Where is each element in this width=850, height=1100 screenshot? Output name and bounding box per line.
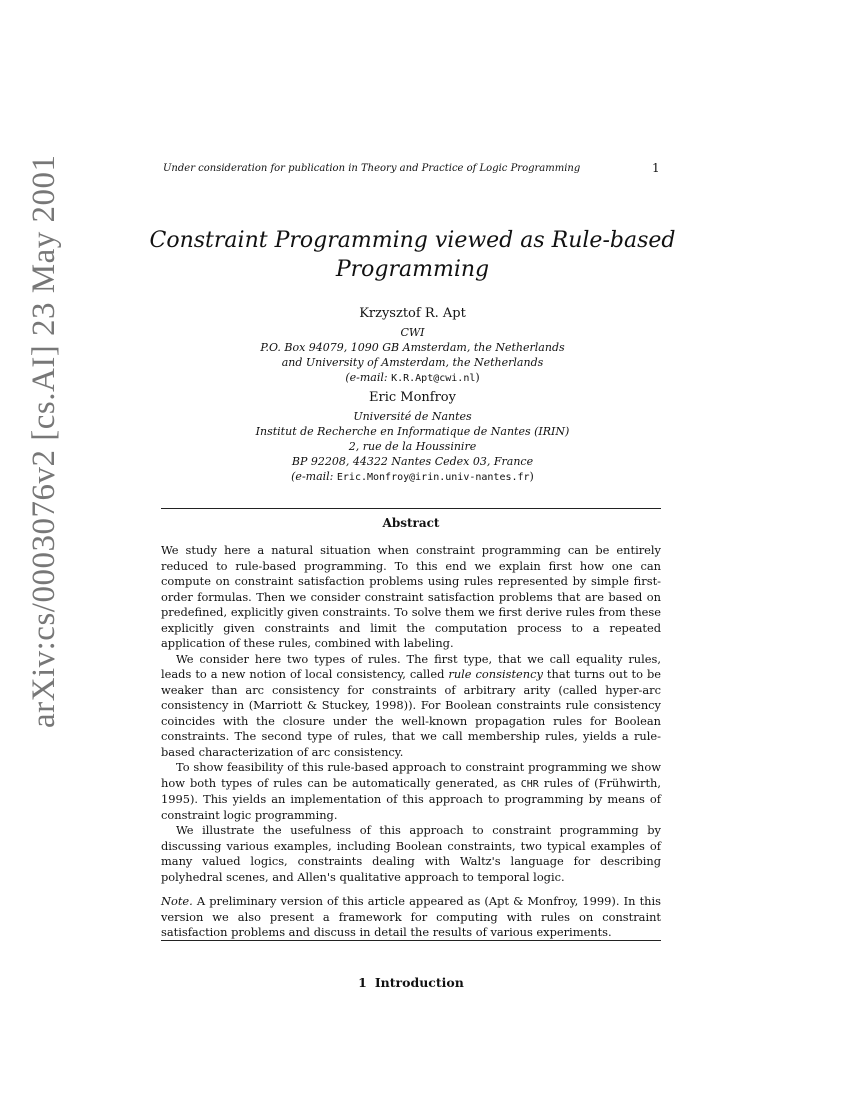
text-run: that turns out to be weaker than arc consistency for constraints of arbitrary arity (called hyper-arc consistency in (Marriott & Stuckey, 1998)). For Boolean constraints rule consistency coincides with the closure under the well-known propagation rules for Boolean constraints. The second type of rules, that we call membership rules, yields a rule-based characterization of arc consistency. xyxy=(161,667,661,759)
code-term: CHR xyxy=(520,778,539,790)
arxiv-side-stamp: arXiv:cs/0003076v2 [cs.AI] 23 May 2001 xyxy=(26,154,62,728)
author-block-monfroy xyxy=(150,390,675,485)
abstract-paragraph xyxy=(161,652,661,761)
abstract-paragraph: We study here a natural situation when constraint programming can be entirely reduced to rule-based programming. To this end we explain first how one can compute on constraint satisfaction problems using rules represented by simple first-order formulas. Then we consider constraint satisfaction problems that are based on predefined, explicitly given constraints. To solve them we first derive rules from these explicitly given constraints and limit the computation process to a repeated application of these rules, combined with labeling. xyxy=(161,543,661,650)
section-number: 1 xyxy=(358,975,367,990)
email-label: (e-mail: xyxy=(291,470,337,483)
email-label: (e-mail: xyxy=(345,371,392,384)
email-close: ) xyxy=(475,371,480,384)
abstract-bottom-rule xyxy=(161,940,661,941)
note-label: Note. xyxy=(161,894,193,908)
abstract-paragraph: We illustrate the usefulness of this approach to constraint programming by discussing various examples, including Boolean constraints, two typical examples of many valued logics, constraints dealing with Waltz's language for describing polyhedral scenes, and Allen's qualitative approach to temporal logic. xyxy=(161,823,661,884)
abstract-body xyxy=(161,543,661,941)
title-line-2: Programming xyxy=(335,257,490,282)
author-email-line xyxy=(150,370,675,386)
author-affiliation: CWI xyxy=(400,326,425,339)
title-line-1: Constraint Programming viewed as Rule-based xyxy=(149,228,676,253)
author-affiliation: P.O. Box 94079, 1090 GB Amsterdam, the Netherlands xyxy=(260,341,565,354)
author-affiliation: Institut de Recherche en Informatique de Nantes (IRIN) xyxy=(255,425,570,438)
author-affiliation: BP 92208, 44322 Nantes Cedex 03, France xyxy=(291,455,534,468)
email-close: ) xyxy=(529,470,534,483)
author-email[interactable]: Eric.Monfroy@irin.univ-nantes.fr xyxy=(336,472,530,483)
abstract-top-rule xyxy=(161,508,661,509)
emphasis-term: rule consistency xyxy=(448,667,543,681)
author-affiliation: 2, rue de la Houssinire xyxy=(348,440,477,453)
abstract-heading: Abstract xyxy=(382,516,440,530)
section-title: Introduction xyxy=(374,975,464,990)
section-heading xyxy=(161,975,661,990)
page-number: 1 xyxy=(652,161,660,175)
text-run: rules of (Frühwirth, 1995). This yields an implementation of this approach to programming by means of constraint logic programming. xyxy=(161,775,661,822)
abstract-note xyxy=(161,894,661,941)
author-affiliation: and University of Amsterdam, the Netherlands xyxy=(281,356,544,369)
text-run: To show feasibility of this rule-based approach to constraint programming we show how both types of rules can be automatically generated, as xyxy=(161,760,661,790)
author-name: Eric Monfroy xyxy=(369,390,456,405)
running-header: Under consideration for publication in Theory and Practice of Logic Programming xyxy=(163,163,581,174)
text-run: We consider here two types of rules. The first type, that we call equality rules, leads to a new notion of local consistency, called xyxy=(161,651,661,681)
author-email[interactable]: K.R.Apt@cwi.nl xyxy=(391,373,476,384)
author-block-apt xyxy=(150,306,675,386)
author-email-line xyxy=(150,469,675,485)
abstract-paragraph xyxy=(161,760,661,823)
author-name: Krzysztof R. Apt xyxy=(359,306,466,321)
note-text: A preliminary version of this article appeared as (Apt & Monfroy, 1999). In this version we also present a framework for computing with rules on constraint satisfaction problems and discuss in detail the results of various experiments. xyxy=(161,894,661,939)
author-affiliation: Université de Nantes xyxy=(353,410,472,423)
paper-title xyxy=(130,226,695,284)
